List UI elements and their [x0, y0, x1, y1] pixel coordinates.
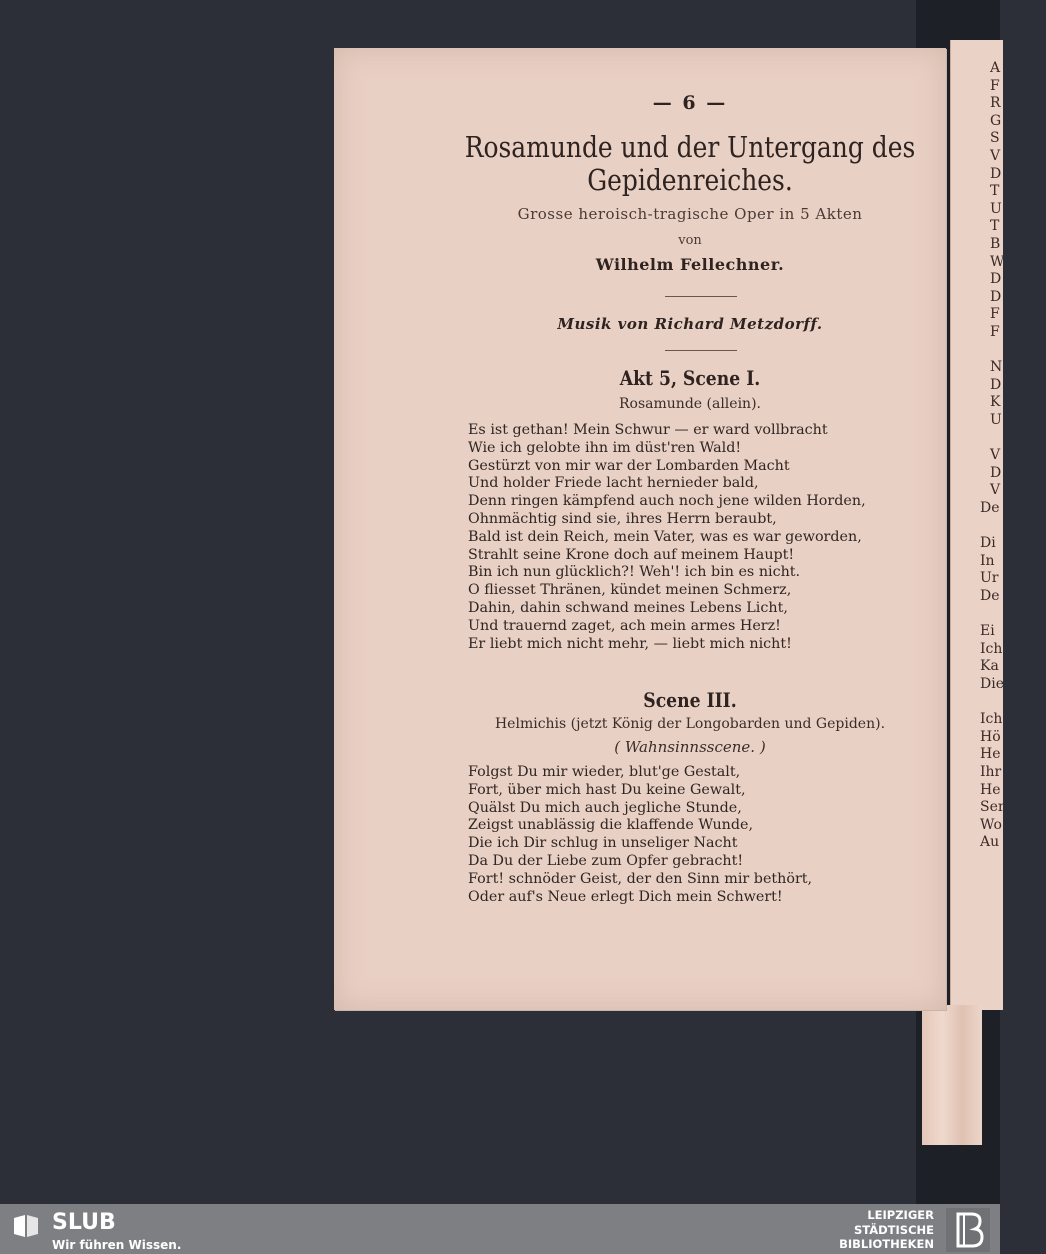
- margin-fragment: F: [990, 77, 1000, 94]
- by-line: von: [678, 233, 702, 248]
- lsb-b-logo-icon[interactable]: [946, 1208, 990, 1252]
- verse-line: Denn ringen kämpfend auch noch jene wilden Horden,: [468, 493, 866, 510]
- verse-line: Oder auf's Neue erlegt Dich mein Schwert!: [468, 888, 783, 905]
- section-heading: Scene III.: [643, 688, 737, 712]
- margin-fragment: W: [990, 253, 1005, 270]
- margin-fragment: Ei: [980, 623, 995, 640]
- slub-tagline: Wir führen Wissen.: [52, 1238, 182, 1252]
- verse-line: Er liebt mich nicht mehr, — liebt mich nicht!: [468, 635, 792, 652]
- divider: [665, 296, 737, 297]
- lsb-name[interactable]: [839, 1208, 934, 1252]
- margin-fragment: V: [990, 447, 1001, 464]
- section-role: Helmichis (jetzt König der Longobarden und Gepiden).: [494, 716, 886, 732]
- verse-line: Und trauernd zaget, ach mein armes Herz!: [468, 617, 781, 634]
- margin-fragment: He: [980, 746, 1001, 763]
- margin-fragment: A: [990, 60, 1001, 76]
- verse-line: Fort, über mich hast Du keine Gewalt,: [468, 781, 746, 798]
- page-title: Rosamunde und der Untergang des: [464, 130, 916, 164]
- margin-fragment: R: [990, 95, 1001, 112]
- margin-fragment: V: [990, 148, 1001, 164]
- margin-fragment: Au: [980, 834, 1000, 851]
- verse-line: Bald ist dein Reich, mein Vater, was es war geworden,: [468, 528, 862, 545]
- verse-line: Die ich Dir schlug in unseliger Nacht: [468, 835, 738, 852]
- margin-fragment: Ich: [980, 711, 1003, 728]
- margin-fragment: D: [990, 376, 1002, 393]
- margin-fragment: N: [990, 359, 1003, 376]
- verse-line: Es ist gethan! Mein Schwur — er ward vollbracht: [468, 422, 828, 438]
- margin-fragment: Di: [980, 535, 996, 552]
- margin-fragment: F: [990, 324, 1000, 340]
- margin-fragment: Ur: [980, 570, 999, 587]
- librettist-name: Wilhelm Fellechner.: [595, 255, 785, 274]
- margin-fragment: Ich: [980, 640, 1003, 657]
- verse-line: Und holder Friede lacht hernieder bald,: [468, 475, 759, 492]
- verse-line: Bin ich nun glücklich?! Weh'! ich bin es nicht.: [468, 564, 801, 581]
- lsb-name-line: LEIPZIGER: [867, 1208, 934, 1222]
- next-page-lower-edge: [922, 1005, 982, 1145]
- verse-line: Quälst Du mich auch jegliche Stunde,: [468, 799, 742, 816]
- margin-fragment: In: [980, 552, 995, 569]
- margin-fragment: D: [990, 271, 1002, 288]
- section-heading: Akt 5, Scene I.: [619, 366, 761, 390]
- page-title-continued: Gepidenreiches.: [587, 163, 793, 197]
- verse-line: Fort! schnöder Geist, der den Sinn mir bethört,: [468, 870, 813, 887]
- verse-line: Strahlt seine Krone doch auf meinem Haupt!: [468, 546, 795, 563]
- margin-fragment: D: [990, 288, 1002, 305]
- margin-fragment: B: [990, 236, 1001, 252]
- margin-fragment: Ihr: [980, 764, 1002, 780]
- verse-block: [468, 764, 898, 906]
- margin-fragment: K: [990, 394, 1001, 411]
- margin-fragment: De: [980, 500, 1000, 516]
- margin-fragment: T: [990, 218, 1000, 235]
- verse-line: Da Du der Liebe zum Opfer gebracht!: [468, 852, 744, 869]
- margin-fragment: D: [990, 165, 1002, 182]
- opera-subtitle: Grosse heroisch-tragische Oper in 5 Akten: [517, 205, 863, 223]
- composer-credit: Musik von Richard Metzdorff.: [557, 315, 823, 333]
- margin-fragment: Ka: [980, 658, 999, 675]
- slub-name[interactable]: SLUB: [52, 1210, 116, 1235]
- margin-fragment: G: [990, 112, 1002, 129]
- divider: [665, 350, 737, 351]
- margin-fragment: Die: [980, 676, 1004, 692]
- verse-line: Zeigst unablässig die klaffende Wunde,: [468, 817, 754, 834]
- margin-fragment: F: [990, 306, 1000, 323]
- verse-line: Folgst Du mir wieder, blut'ge Gestalt,: [468, 764, 741, 780]
- verse-line: Ohnmächtig sind sie, ihres Herrn beraubt,: [468, 510, 777, 527]
- lsb-name-line: STÄDTISCHE: [853, 1222, 934, 1237]
- margin-fragment: Wo: [980, 816, 1002, 833]
- footer-bar: [0, 1204, 1000, 1254]
- verse-line: O fliesset Thränen, kündet meinen Schmerz,: [468, 582, 792, 599]
- margin-fragment: He: [980, 781, 1001, 798]
- page-number: — 6 —: [652, 92, 728, 114]
- verse-line: Wie ich gelobte ihn im düst'ren Wald!: [468, 439, 742, 456]
- verse-line: Dahin, dahin schwand meines Lebens Licht,: [468, 599, 788, 616]
- stage-note: ( Wahnsinnsscene. ): [614, 738, 766, 756]
- margin-fragment: De: [980, 588, 1000, 604]
- slub-book-icon[interactable]: [12, 1212, 40, 1240]
- lsb-name-line: BIBLIOTHEKEN: [839, 1237, 934, 1251]
- verse-block: [468, 422, 898, 653]
- margin-fragment: S: [990, 130, 1000, 147]
- margin-fragment: D: [990, 464, 1002, 481]
- margin-fragment: U: [990, 200, 1002, 217]
- margin-fragment: Hö: [980, 728, 1001, 745]
- margin-fragment: T: [990, 183, 1000, 200]
- margin-fragment: Ser: [980, 799, 1005, 816]
- section-role: Rosamunde (allein).: [619, 396, 761, 412]
- margin-fragment: U: [990, 412, 1002, 428]
- verse-line: Gestürzt von mir war der Lombarden Macht: [468, 457, 790, 474]
- margin-fragment: V: [990, 482, 1001, 499]
